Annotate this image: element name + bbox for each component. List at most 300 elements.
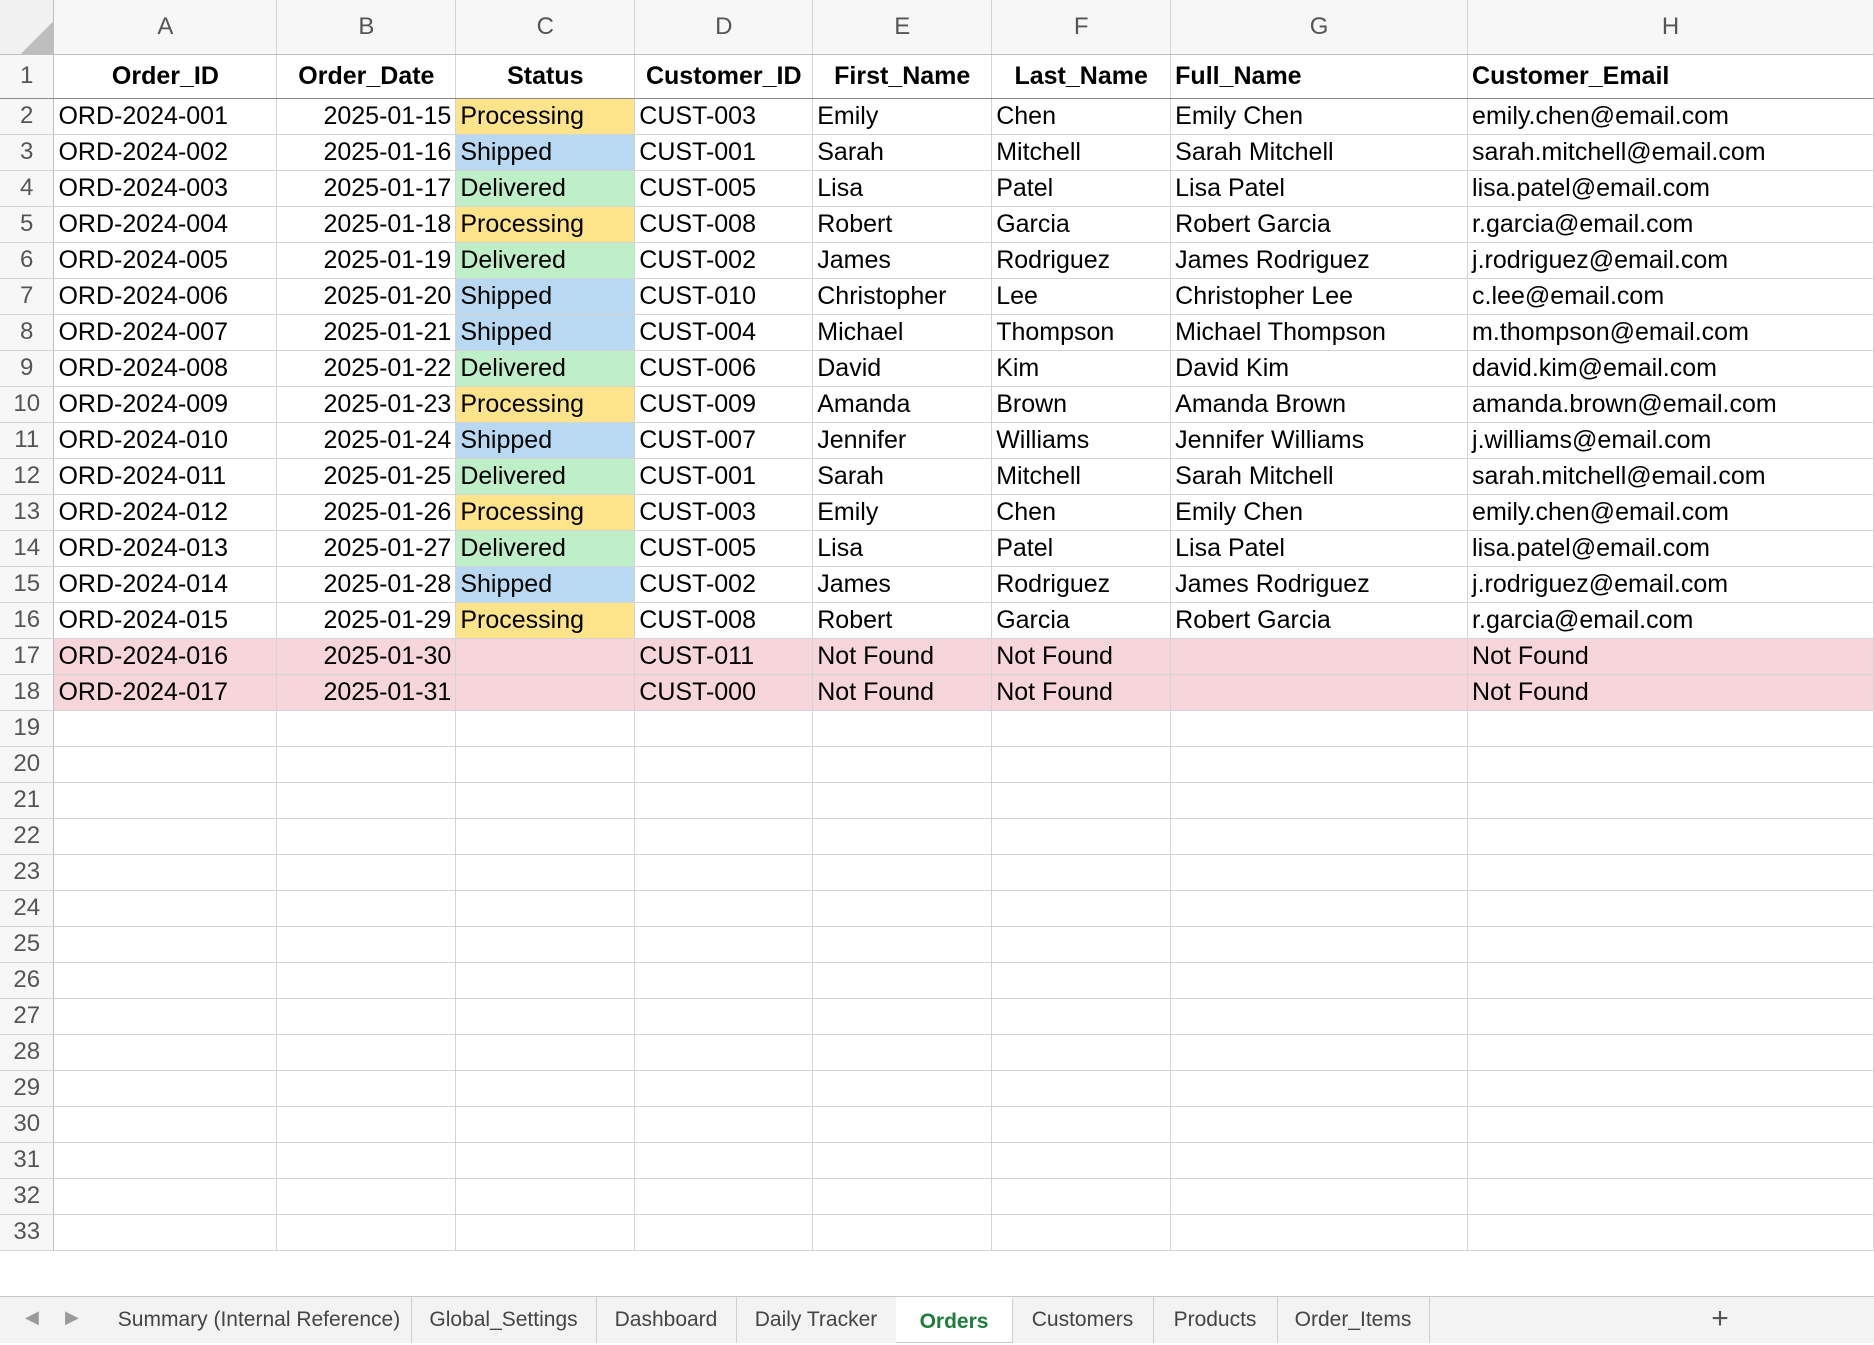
cell[interactable] — [1171, 926, 1468, 962]
add-sheet-button[interactable]: + — [1711, 1302, 1729, 1335]
cell[interactable] — [277, 818, 456, 854]
sheet-tab-dashboard[interactable]: Dashboard — [596, 1297, 737, 1343]
cell[interactable]: Shipped — [456, 278, 635, 314]
cell[interactable] — [813, 1142, 992, 1178]
cell[interactable]: Jennifer Williams — [1171, 422, 1468, 458]
sheet-tab-order-items[interactable]: Order_Items — [1277, 1297, 1430, 1343]
cell[interactable]: ORD-2024-009 — [54, 386, 277, 422]
cell[interactable] — [277, 854, 456, 890]
header-cell[interactable]: First_Name — [813, 54, 992, 98]
cell[interactable] — [813, 890, 992, 926]
cell[interactable]: Lisa — [813, 170, 992, 206]
row-header[interactable]: 12 — [0, 458, 54, 494]
cell[interactable]: CUST-005 — [635, 170, 813, 206]
cell[interactable]: Sarah — [813, 458, 992, 494]
cell[interactable] — [813, 854, 992, 890]
cell[interactable] — [992, 854, 1171, 890]
cell[interactable] — [1171, 1070, 1468, 1106]
cell[interactable]: Sarah Mitchell — [1171, 458, 1468, 494]
cell[interactable]: 2025-01-24 — [277, 422, 456, 458]
cell[interactable]: Shipped — [456, 422, 635, 458]
row-header[interactable]: 33 — [0, 1214, 54, 1250]
cell[interactable] — [54, 1106, 277, 1142]
cell[interactable] — [456, 962, 635, 998]
cell[interactable]: James — [813, 566, 992, 602]
cell[interactable] — [277, 746, 456, 782]
cell[interactable] — [277, 1070, 456, 1106]
cell[interactable]: ORD-2024-007 — [54, 314, 277, 350]
cell[interactable]: Not Found — [813, 638, 992, 674]
cell[interactable]: Emily — [813, 494, 992, 530]
sheet-tab-global-settings[interactable]: Global_Settings — [411, 1297, 597, 1343]
cell[interactable]: Mitchell — [992, 134, 1171, 170]
cell[interactable]: Processing — [456, 386, 635, 422]
cell[interactable] — [1171, 674, 1468, 710]
cell[interactable]: Christopher — [813, 278, 992, 314]
cell[interactable]: ORD-2024-010 — [54, 422, 277, 458]
cell[interactable]: Processing — [456, 98, 635, 134]
cell[interactable]: Robert Garcia — [1171, 602, 1468, 638]
row-header[interactable]: 4 — [0, 170, 54, 206]
cell[interactable] — [1468, 1178, 1874, 1214]
row-header[interactable]: 28 — [0, 1034, 54, 1070]
row-header[interactable]: 21 — [0, 782, 54, 818]
cell[interactable] — [1171, 746, 1468, 782]
sheet-tab-daily-tracker[interactable]: Daily Tracker — [736, 1297, 897, 1343]
cell[interactable]: Lee — [992, 278, 1171, 314]
cell[interactable] — [54, 710, 277, 746]
cell[interactable]: 2025-01-28 — [277, 566, 456, 602]
column-header-e[interactable]: E — [813, 0, 992, 54]
cell[interactable]: Not Found — [813, 674, 992, 710]
cell[interactable] — [813, 1178, 992, 1214]
cell[interactable]: Williams — [992, 422, 1171, 458]
cell[interactable] — [1171, 1106, 1468, 1142]
cell[interactable]: j.williams@email.com — [1468, 422, 1874, 458]
cell[interactable]: ORD-2024-005 — [54, 242, 277, 278]
cell[interactable] — [277, 962, 456, 998]
cell[interactable]: 2025-01-25 — [277, 458, 456, 494]
cell[interactable] — [277, 926, 456, 962]
cell[interactable] — [635, 818, 813, 854]
row-header[interactable]: 11 — [0, 422, 54, 458]
cell[interactable]: 2025-01-15 — [277, 98, 456, 134]
cell[interactable]: 2025-01-30 — [277, 638, 456, 674]
cell[interactable] — [992, 1142, 1171, 1178]
cell[interactable]: Shipped — [456, 314, 635, 350]
cell[interactable]: 2025-01-26 — [277, 494, 456, 530]
cell[interactable]: Michael — [813, 314, 992, 350]
cell[interactable] — [635, 746, 813, 782]
column-header-b[interactable]: B — [277, 0, 456, 54]
cell[interactable] — [1468, 1106, 1874, 1142]
cell[interactable] — [54, 854, 277, 890]
cell[interactable] — [277, 710, 456, 746]
cell[interactable]: Delivered — [456, 458, 635, 494]
cell[interactable] — [456, 1106, 635, 1142]
cell[interactable] — [635, 1034, 813, 1070]
cell[interactable]: amanda.brown@email.com — [1468, 386, 1874, 422]
cell[interactable]: ORD-2024-006 — [54, 278, 277, 314]
cell[interactable]: r.garcia@email.com — [1468, 206, 1874, 242]
cell[interactable]: ORD-2024-004 — [54, 206, 277, 242]
row-header[interactable]: 1 — [0, 54, 54, 98]
row-header[interactable]: 13 — [0, 494, 54, 530]
cell[interactable] — [992, 962, 1171, 998]
cell[interactable]: Emily Chen — [1171, 494, 1468, 530]
cell[interactable]: Delivered — [456, 242, 635, 278]
cell[interactable] — [992, 1178, 1171, 1214]
cell[interactable]: Christopher Lee — [1171, 278, 1468, 314]
cell[interactable]: 2025-01-29 — [277, 602, 456, 638]
cell[interactable] — [277, 1034, 456, 1070]
cell[interactable]: r.garcia@email.com — [1468, 602, 1874, 638]
cell[interactable] — [456, 926, 635, 962]
cell[interactable]: emily.chen@email.com — [1468, 494, 1874, 530]
cell[interactable]: 2025-01-22 — [277, 350, 456, 386]
cell[interactable]: Delivered — [456, 170, 635, 206]
cell[interactable]: CUST-002 — [635, 566, 813, 602]
cell[interactable] — [277, 782, 456, 818]
cell[interactable] — [456, 1034, 635, 1070]
header-cell[interactable]: Customer_ID — [635, 54, 813, 98]
cell[interactable]: ORD-2024-015 — [54, 602, 277, 638]
cell[interactable] — [813, 746, 992, 782]
cell[interactable] — [1171, 818, 1468, 854]
cell[interactable] — [635, 890, 813, 926]
sheet-tab-customers[interactable]: Customers — [1012, 1297, 1154, 1343]
cell[interactable] — [456, 854, 635, 890]
row-header[interactable]: 5 — [0, 206, 54, 242]
cell[interactable] — [1468, 1142, 1874, 1178]
cell[interactable]: Robert — [813, 206, 992, 242]
cell[interactable] — [1171, 1214, 1468, 1250]
cell[interactable]: Processing — [456, 206, 635, 242]
cell[interactable] — [635, 1106, 813, 1142]
row-header[interactable]: 6 — [0, 242, 54, 278]
row-header[interactable]: 14 — [0, 530, 54, 566]
cell[interactable]: Lisa Patel — [1171, 530, 1468, 566]
cell[interactable]: 2025-01-23 — [277, 386, 456, 422]
cell[interactable]: 2025-01-17 — [277, 170, 456, 206]
cell[interactable]: James Rodriguez — [1171, 242, 1468, 278]
select-all-corner[interactable] — [0, 0, 54, 54]
cell[interactable]: ORD-2024-017 — [54, 674, 277, 710]
cell[interactable]: Brown — [992, 386, 1171, 422]
cell[interactable] — [1468, 890, 1874, 926]
cell[interactable] — [992, 1070, 1171, 1106]
column-header-c[interactable]: C — [456, 0, 635, 54]
cell[interactable]: 2025-01-18 — [277, 206, 456, 242]
cell[interactable]: Michael Thompson — [1171, 314, 1468, 350]
cell[interactable] — [1468, 1070, 1874, 1106]
cell[interactable] — [456, 638, 635, 674]
cell[interactable] — [635, 1214, 813, 1250]
row-header[interactable]: 8 — [0, 314, 54, 350]
row-header[interactable]: 26 — [0, 962, 54, 998]
cell[interactable]: Garcia — [992, 206, 1171, 242]
cell[interactable] — [1171, 962, 1468, 998]
cell[interactable]: CUST-007 — [635, 422, 813, 458]
cell[interactable]: Shipped — [456, 566, 635, 602]
cell[interactable]: Amanda — [813, 386, 992, 422]
cell[interactable] — [456, 890, 635, 926]
cell[interactable]: Chen — [992, 98, 1171, 134]
cell[interactable] — [1171, 638, 1468, 674]
cell[interactable]: Robert — [813, 602, 992, 638]
row-header[interactable]: 20 — [0, 746, 54, 782]
cell[interactable]: CUST-004 — [635, 314, 813, 350]
cell[interactable]: Kim — [992, 350, 1171, 386]
cell[interactable]: Processing — [456, 494, 635, 530]
cell[interactable] — [54, 818, 277, 854]
next-sheet-icon[interactable]: ▶ — [65, 1307, 79, 1327]
header-cell[interactable]: Last_Name — [992, 54, 1171, 98]
cell[interactable] — [1171, 1178, 1468, 1214]
row-header[interactable]: 22 — [0, 818, 54, 854]
cell[interactable]: CUST-000 — [635, 674, 813, 710]
cell[interactable] — [635, 782, 813, 818]
header-cell[interactable]: Customer_Email — [1468, 54, 1874, 98]
cell[interactable]: Not Found — [1468, 674, 1874, 710]
cell[interactable] — [54, 998, 277, 1034]
cell[interactable] — [277, 1142, 456, 1178]
cell[interactable] — [1468, 998, 1874, 1034]
cell[interactable]: emily.chen@email.com — [1468, 98, 1874, 134]
cell[interactable]: Emily Chen — [1171, 98, 1468, 134]
cell[interactable]: CUST-001 — [635, 458, 813, 494]
row-header[interactable]: 15 — [0, 566, 54, 602]
cell[interactable]: ORD-2024-012 — [54, 494, 277, 530]
cell[interactable]: CUST-003 — [635, 494, 813, 530]
cell[interactable]: CUST-011 — [635, 638, 813, 674]
cell[interactable]: sarah.mitchell@email.com — [1468, 134, 1874, 170]
cell[interactable] — [456, 1214, 635, 1250]
cell[interactable]: Not Found — [992, 638, 1171, 674]
cell[interactable]: Lisa Patel — [1171, 170, 1468, 206]
cell[interactable]: CUST-001 — [635, 134, 813, 170]
cell[interactable] — [813, 710, 992, 746]
cell[interactable] — [813, 1106, 992, 1142]
cell[interactable]: David Kim — [1171, 350, 1468, 386]
cell[interactable]: CUST-008 — [635, 602, 813, 638]
cell[interactable] — [992, 782, 1171, 818]
cell[interactable]: Delivered — [456, 350, 635, 386]
cell[interactable] — [54, 890, 277, 926]
cell[interactable]: Shipped — [456, 134, 635, 170]
cell[interactable]: Processing — [456, 602, 635, 638]
row-header[interactable]: 7 — [0, 278, 54, 314]
cell[interactable]: j.rodriguez@email.com — [1468, 566, 1874, 602]
cell[interactable] — [277, 1214, 456, 1250]
row-header[interactable]: 24 — [0, 890, 54, 926]
cell[interactable]: Garcia — [992, 602, 1171, 638]
row-header[interactable]: 2 — [0, 98, 54, 134]
column-header-a[interactable]: A — [54, 0, 277, 54]
cell[interactable]: James — [813, 242, 992, 278]
cell[interactable] — [456, 818, 635, 854]
cell[interactable] — [277, 890, 456, 926]
cell[interactable]: CUST-006 — [635, 350, 813, 386]
cell[interactable] — [635, 1142, 813, 1178]
cell[interactable] — [456, 1178, 635, 1214]
cell[interactable]: ORD-2024-016 — [54, 638, 277, 674]
cell[interactable]: 2025-01-31 — [277, 674, 456, 710]
row-header[interactable]: 25 — [0, 926, 54, 962]
cell[interactable] — [1171, 998, 1468, 1034]
cell[interactable] — [1468, 710, 1874, 746]
cell[interactable] — [992, 746, 1171, 782]
sheet-tab-orders[interactable]: Orders — [896, 1297, 1013, 1343]
row-header[interactable]: 17 — [0, 638, 54, 674]
cell[interactable]: 2025-01-19 — [277, 242, 456, 278]
cell[interactable] — [54, 962, 277, 998]
cell[interactable] — [54, 1178, 277, 1214]
column-header-g[interactable]: G — [1171, 0, 1468, 54]
cell[interactable]: ORD-2024-002 — [54, 134, 277, 170]
cell[interactable]: CUST-002 — [635, 242, 813, 278]
cell[interactable]: James Rodriguez — [1171, 566, 1468, 602]
cell[interactable] — [1468, 926, 1874, 962]
column-header-d[interactable]: D — [635, 0, 813, 54]
column-header-f[interactable]: F — [992, 0, 1171, 54]
column-header-h[interactable]: H — [1468, 0, 1874, 54]
cell[interactable]: Not Found — [992, 674, 1171, 710]
row-header[interactable]: 16 — [0, 602, 54, 638]
cell[interactable] — [813, 998, 992, 1034]
sheet-tab-products[interactable]: Products — [1153, 1297, 1278, 1343]
cell[interactable]: Jennifer — [813, 422, 992, 458]
cell[interactable] — [635, 854, 813, 890]
cell[interactable] — [456, 746, 635, 782]
cell[interactable] — [1468, 1214, 1874, 1250]
cell[interactable]: Thompson — [992, 314, 1171, 350]
cell[interactable]: ORD-2024-013 — [54, 530, 277, 566]
cell[interactable] — [1171, 890, 1468, 926]
cell[interactable] — [1171, 1142, 1468, 1178]
cell[interactable] — [992, 890, 1171, 926]
cell[interactable] — [813, 782, 992, 818]
cell[interactable]: Delivered — [456, 530, 635, 566]
cell[interactable]: Rodriguez — [992, 242, 1171, 278]
cell[interactable] — [456, 710, 635, 746]
cell[interactable] — [456, 674, 635, 710]
cell[interactable]: Emily — [813, 98, 992, 134]
header-cell[interactable]: Status — [456, 54, 635, 98]
cell[interactable] — [1171, 710, 1468, 746]
cell[interactable] — [54, 746, 277, 782]
cell[interactable] — [635, 962, 813, 998]
cell[interactable]: Patel — [992, 530, 1171, 566]
cell[interactable]: Patel — [992, 170, 1171, 206]
cell[interactable]: ORD-2024-001 — [54, 98, 277, 134]
cell[interactable] — [992, 1034, 1171, 1070]
cell[interactable] — [54, 926, 277, 962]
cell[interactable] — [54, 1142, 277, 1178]
cell[interactable]: Chen — [992, 494, 1171, 530]
cell[interactable]: j.rodriguez@email.com — [1468, 242, 1874, 278]
row-header[interactable]: 23 — [0, 854, 54, 890]
cell[interactable]: Lisa — [813, 530, 992, 566]
cell[interactable] — [1468, 818, 1874, 854]
cell[interactable] — [456, 782, 635, 818]
cell[interactable] — [813, 1034, 992, 1070]
cell[interactable] — [456, 1070, 635, 1106]
cell[interactable] — [635, 998, 813, 1034]
cell[interactable]: Not Found — [1468, 638, 1874, 674]
row-header[interactable]: 19 — [0, 710, 54, 746]
sheet-tab-summary-internal-reference[interactable]: Summary (Internal Reference) — [107, 1297, 412, 1343]
cell[interactable] — [635, 926, 813, 962]
cell[interactable] — [1468, 854, 1874, 890]
cell[interactable] — [54, 782, 277, 818]
cell[interactable]: 2025-01-16 — [277, 134, 456, 170]
cell[interactable]: CUST-005 — [635, 530, 813, 566]
header-cell[interactable]: Order_ID — [54, 54, 277, 98]
cell[interactable]: lisa.patel@email.com — [1468, 530, 1874, 566]
cell[interactable] — [813, 1214, 992, 1250]
row-header[interactable]: 32 — [0, 1178, 54, 1214]
row-header[interactable]: 18 — [0, 674, 54, 710]
cell[interactable] — [1468, 1034, 1874, 1070]
cell[interactable] — [1468, 746, 1874, 782]
cell[interactable]: c.lee@email.com — [1468, 278, 1874, 314]
cell[interactable]: CUST-008 — [635, 206, 813, 242]
cell[interactable] — [635, 1178, 813, 1214]
cell[interactable]: sarah.mitchell@email.com — [1468, 458, 1874, 494]
row-header[interactable]: 31 — [0, 1142, 54, 1178]
cell[interactable]: ORD-2024-011 — [54, 458, 277, 494]
cell[interactable]: Sarah Mitchell — [1171, 134, 1468, 170]
header-cell[interactable]: Full_Name — [1171, 54, 1468, 98]
cell[interactable] — [1468, 782, 1874, 818]
cell[interactable]: 2025-01-27 — [277, 530, 456, 566]
cell[interactable]: 2025-01-20 — [277, 278, 456, 314]
cell[interactable] — [54, 1034, 277, 1070]
cell[interactable] — [456, 1142, 635, 1178]
row-header[interactable]: 27 — [0, 998, 54, 1034]
cell[interactable]: CUST-010 — [635, 278, 813, 314]
cell[interactable]: Rodriguez — [992, 566, 1171, 602]
cell[interactable] — [456, 998, 635, 1034]
cell[interactable]: Amanda Brown — [1171, 386, 1468, 422]
cell[interactable] — [277, 1106, 456, 1142]
cell[interactable]: lisa.patel@email.com — [1468, 170, 1874, 206]
cell[interactable] — [992, 710, 1171, 746]
cell[interactable]: CUST-009 — [635, 386, 813, 422]
cell[interactable] — [992, 926, 1171, 962]
cell[interactable] — [277, 998, 456, 1034]
cell[interactable] — [813, 926, 992, 962]
row-header[interactable]: 10 — [0, 386, 54, 422]
cell[interactable] — [277, 1178, 456, 1214]
cell[interactable] — [813, 1070, 992, 1106]
row-header[interactable]: 29 — [0, 1070, 54, 1106]
prev-sheet-icon[interactable]: ◀ — [25, 1307, 39, 1327]
cell[interactable] — [992, 1214, 1171, 1250]
cell[interactable] — [635, 710, 813, 746]
cell[interactable]: 2025-01-21 — [277, 314, 456, 350]
cell[interactable]: Robert Garcia — [1171, 206, 1468, 242]
cell[interactable]: ORD-2024-008 — [54, 350, 277, 386]
cell[interactable] — [1468, 962, 1874, 998]
cell[interactable] — [992, 818, 1171, 854]
cell[interactable]: ORD-2024-014 — [54, 566, 277, 602]
cell[interactable] — [1171, 1034, 1468, 1070]
row-header[interactable]: 30 — [0, 1106, 54, 1142]
cell[interactable] — [813, 818, 992, 854]
cell[interactable]: Sarah — [813, 134, 992, 170]
